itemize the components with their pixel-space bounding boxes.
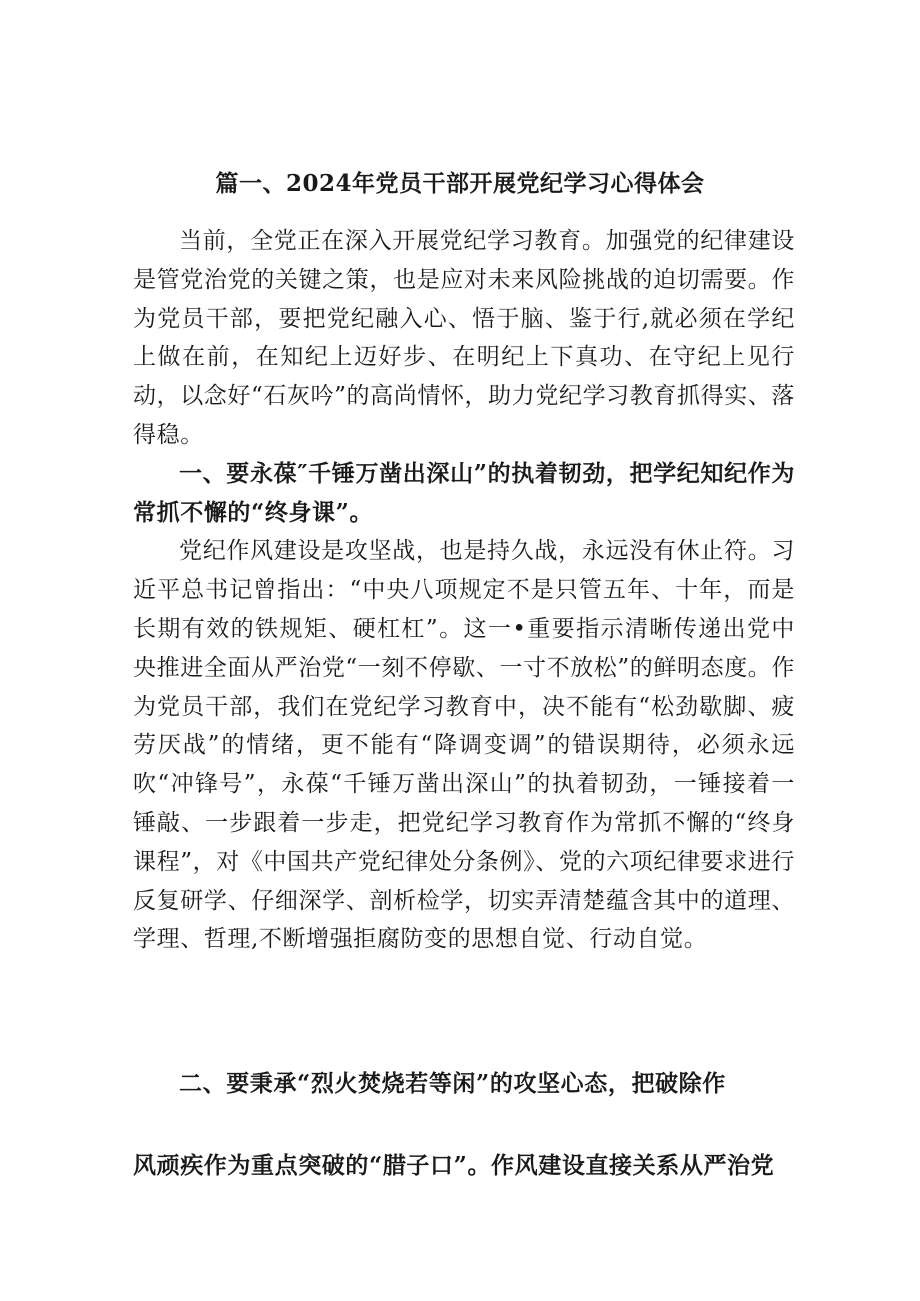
section-heading-2: 二、要秉承“烈火焚烧若等闲”的攻坚心态，把破除作 [179, 1070, 726, 1097]
intro-paragraph: 当前，全党正在深入开展党纪学习教育。加强党的纪律建设是管党治党的关键之策，也是应对未来风险挑战的迫切需要。作为党员干部，要把党纪融入心、悟于脑、鉴于行,就必须在学纪上做在前，在知纪上迈好步、在明纪上下真功、在守纪上见行动，以念好“石灰吟”的高尚情怀，助力党纪学习教育抓得实、落得稳。 [133, 228, 795, 448]
section-2-continuation-block [133, 1147, 795, 1186]
document-title: 篇一、2024年党员干部开展党纪学习心得体会 [215, 170, 705, 198]
section-heading-1: 一、要永葆″千锤万凿出深山”的执着韧劲，把学纪知纪作为常抓不懈的“终身课”。 [133, 459, 795, 526]
document-body [133, 222, 795, 959]
section-heading-2-continued: 风顽疾作为重点突破的“腊子口”。作风建设直接关系从严治党 [133, 1152, 775, 1179]
section-1-paragraph: 党纪作风建设是攻坚战，也是持久战，永远没有休止符。习近平总书记曾指出：“中央八项规定不是只管五年、十年，而是长期有效的铁规矩、硬杠杠”。这一•重要指示清晰传递出党中央推进全面从严治党“一刻不停歇、一寸不放松”的鲜明态度。作为党员干部，我们在党纪学习教育中，决不能有“松劲歇脚、疲劳厌战”的情绪，更不能有“降调变调”的错误期待，必须永远吹“冲锋号”，永葆“千锤万凿出深山”的执着韧劲，一锤接着一锤敲、一步跟着一步走，把党纪学习教育作为常抓不懈的“终身课程”，对《中国共产党纪律处分条例》、党的六项纪律要求进行反复研学、仔细深学、剖析检学，切实弄清楚蕴含其中的道理、学理、哲理,不断增强拒腐防变的思想自觉、行动自觉。 [133, 538, 795, 953]
section-2-heading-block [133, 1065, 795, 1104]
